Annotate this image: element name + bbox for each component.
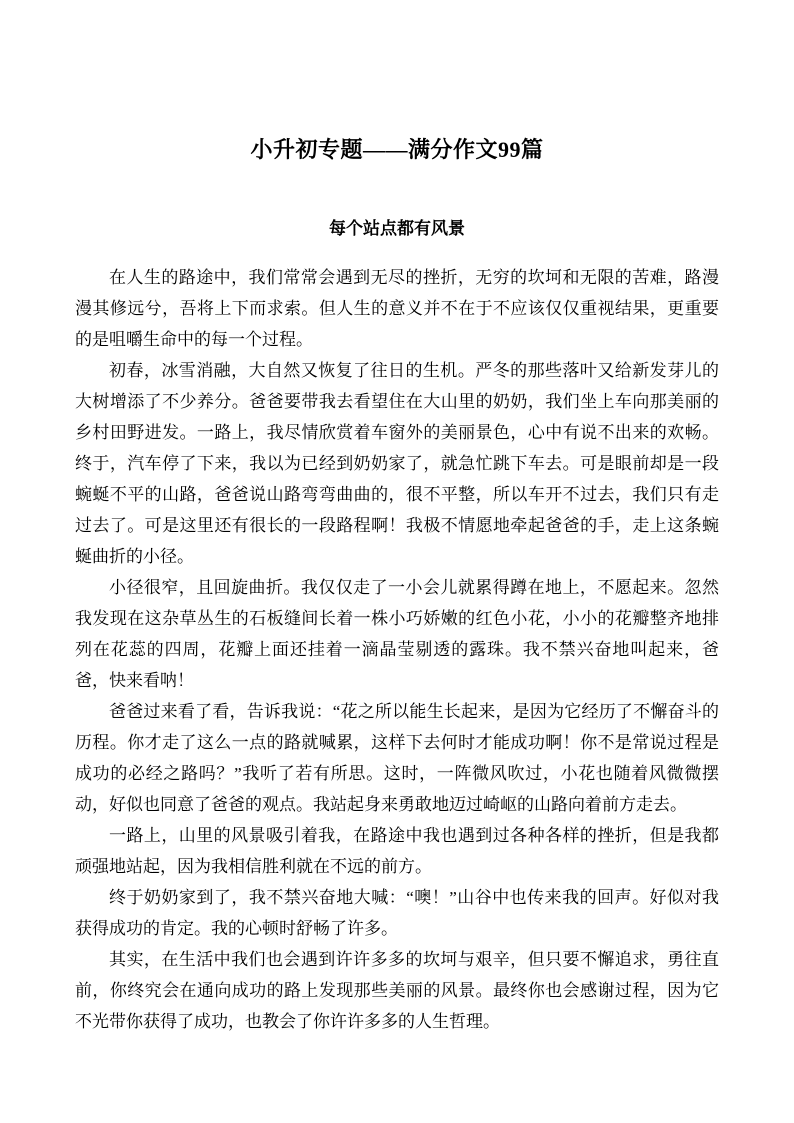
essay-title: 每个站点都有风景	[329, 219, 465, 238]
essay-paragraph-2: 初春，冰雪消融，大自然又恢复了往日的生机。严冬的那些落叶又给新发芽儿的大树增添了不少养分。爸爸要带我去看望住在大山里的奶奶，我们坐上车向那美丽的乡村田野进发。一路上，我尽情欣赏着车窗外的美丽景色，心中有说不出来的欢畅。终于，汽车停了下来，我以为已经到奶奶家了，就急忙跳下车去。可是眼前却是一段蜿蜒不平的山路，爸爸说山路弯弯曲曲的，很不平整，所以车开不过去，我们只有走过去了。可是这里还有很长的一段路程啊！我极不情愿地牵起爸爸的手，走上这条蜿蜒曲折的小径。	[75, 361, 719, 566]
essay-body	[75, 262, 719, 1037]
essay-paragraph-6: 终于奶奶家到了，我不禁兴奋地大喊：“噢！”山谷中也传来我的回声。好似对我获得成功的肯定。我的心顿时舒畅了许多。	[75, 888, 719, 938]
document-title: 小升初专题——满分作文99篇	[250, 137, 544, 162]
essay-paragraph-4: 爸爸过来看了看，告诉我说：“花之所以能生长起来，是因为它经历了不懈奋斗的历程。你才走了这么一点的路就喊累，这样下去何时才能成功啊！你不是常说过程是成功的必经之路吗？”我听了若有所思。这时，一阵微风吹过，小花也随着风微微摆动，好似也同意了爸爸的观点。我站起身来勇敢地迈过崎岖的山路向着前方走去。	[75, 702, 719, 814]
essay-paragraph-5: 一路上，山里的风景吸引着我，在路途中我也遇到过各种各样的挫折，但是我都顽强地站起，因为我相信胜利就在不远的前方。	[75, 826, 719, 876]
essay-paragraph-1: 在人生的路途中，我们常常会遇到无尽的挫折，无穷的坎坷和无限的苦难，路漫漫其修远兮，吾将上下而求索。但人生的意义并不在于不应该仅仅重视结果，更重要的是咀嚼生命中的每一个过程。	[75, 268, 719, 349]
essay-paragraph-3: 小径很窄，且回旋曲折。我仅仅走了一小会儿就累得蹲在地上，不愿起来。忽然我发现在这杂草丛生的石板缝间长着一株小巧娇嫩的红色小花，小小的花瓣整齐地排列在花蕊的四周，花瓣上面还挂着一滴晶莹剔透的露珠。我不禁兴奋地叫起来，爸爸，快来看呐！	[75, 578, 719, 690]
essay-paragraph-7: 其实，在生活中我们也会遇到许许多多的坎坷与艰辛，但只要不懈追求，勇往直前，你终究会在通向成功的路上发现那些美丽的风景。最终你也会感谢过程，因为它不光带你获得了成功，也教会了你许许多多的人生哲理。	[75, 950, 719, 1031]
